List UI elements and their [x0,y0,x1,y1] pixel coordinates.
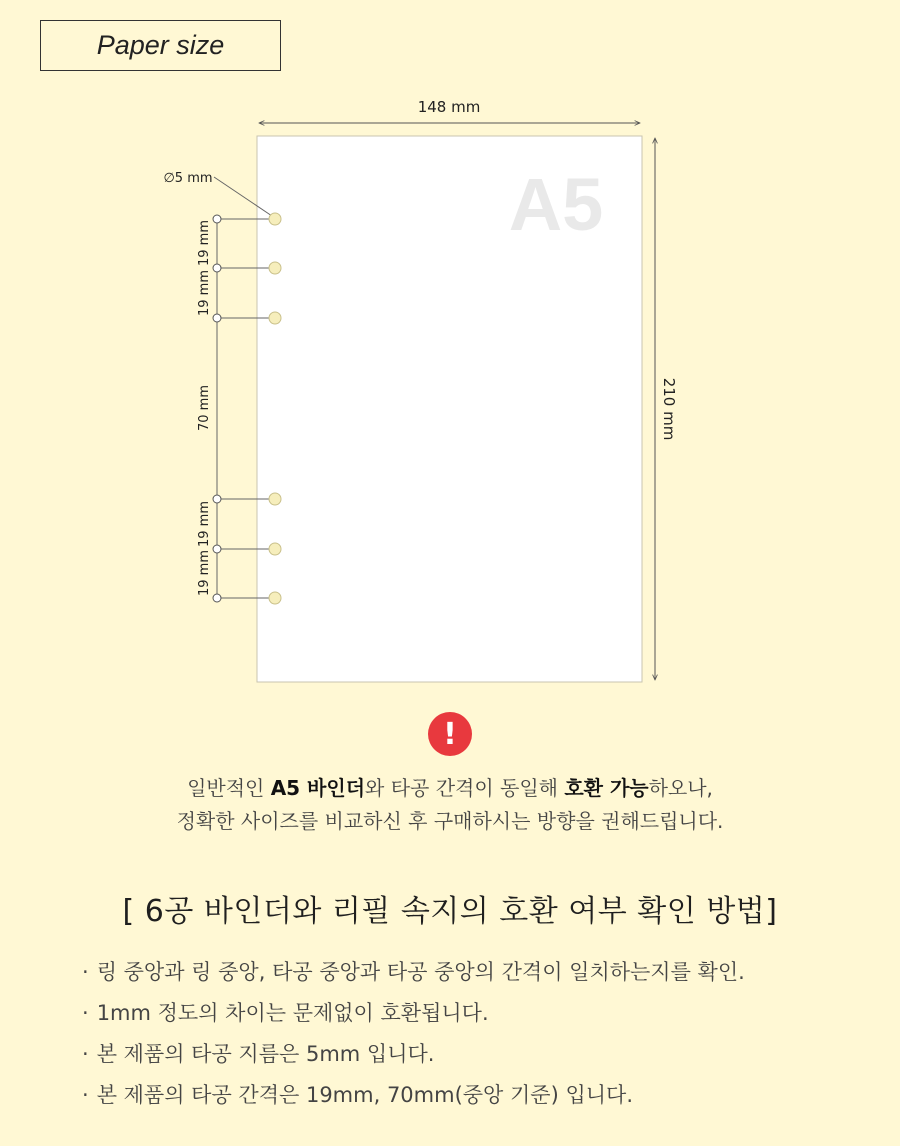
binder-hole [269,213,281,225]
notice-line-2: 정확한 사이즈를 비교하신 후 구매하시는 방향을 권해드립니다. [176,809,724,833]
paper-size-title: Paper size [40,20,281,71]
bracket-node [213,495,221,503]
notice-line-1: 일반적인 A5 바인더와 타공 간격이 동일해 호환 가능하오나, [187,776,713,800]
exclamation-icon: ! [428,712,472,756]
hole-group-3 [213,312,281,324]
bracket-node [213,545,221,553]
hole-diameter-label: ∅5 mm [163,171,213,186]
binder-hole [269,262,281,274]
check-method-list [82,952,745,1116]
list-item: · 본 제품의 타공 지름은 5mm 입니다. [82,1034,745,1075]
height-label: 210 mm [660,377,678,441]
list-item: · 링 중앙과 링 중앙, 타공 중앙과 타공 중앙의 간격이 일치하는지를 확인. [82,952,745,993]
list-item: · 본 제품의 타공 간격은 19mm, 70mm(중앙 기준) 입니다. [82,1075,745,1116]
binder-hole [269,592,281,604]
hole-group-6 [213,592,281,604]
compatibility-notice [0,772,900,838]
spacing-label-4: 19 mm [197,500,212,548]
compatible-emphasis: 호환 가능 [564,776,649,800]
bracket-node [213,264,221,272]
spacing-label-2: 19 mm [197,269,212,317]
hole-group-4 [213,493,281,505]
bracket-node [213,314,221,322]
a5-binder-emphasis: A5 바인더 [270,776,366,800]
spacing-label-1: 19 mm [197,219,212,267]
spacing-label-5: 19 mm [197,549,212,597]
binder-hole [269,493,281,505]
spacing-label-3: 70 mm [197,384,212,432]
list-item: · 1mm 정도의 차이는 문제없이 호환됩니다. [82,993,745,1034]
bracket-node [213,215,221,223]
hole-group-2 [213,262,281,274]
binder-hole [269,543,281,555]
bracket-node [213,594,221,602]
width-label: 148 mm [417,98,481,116]
section-heading: [ 6공 바인더와 리필 속지의 호환 여부 확인 방법] [122,894,778,929]
hole-group-1 [213,213,281,225]
a5-watermark: A5 [508,163,604,246]
hole-group-5 [213,543,281,555]
binder-hole [269,312,281,324]
